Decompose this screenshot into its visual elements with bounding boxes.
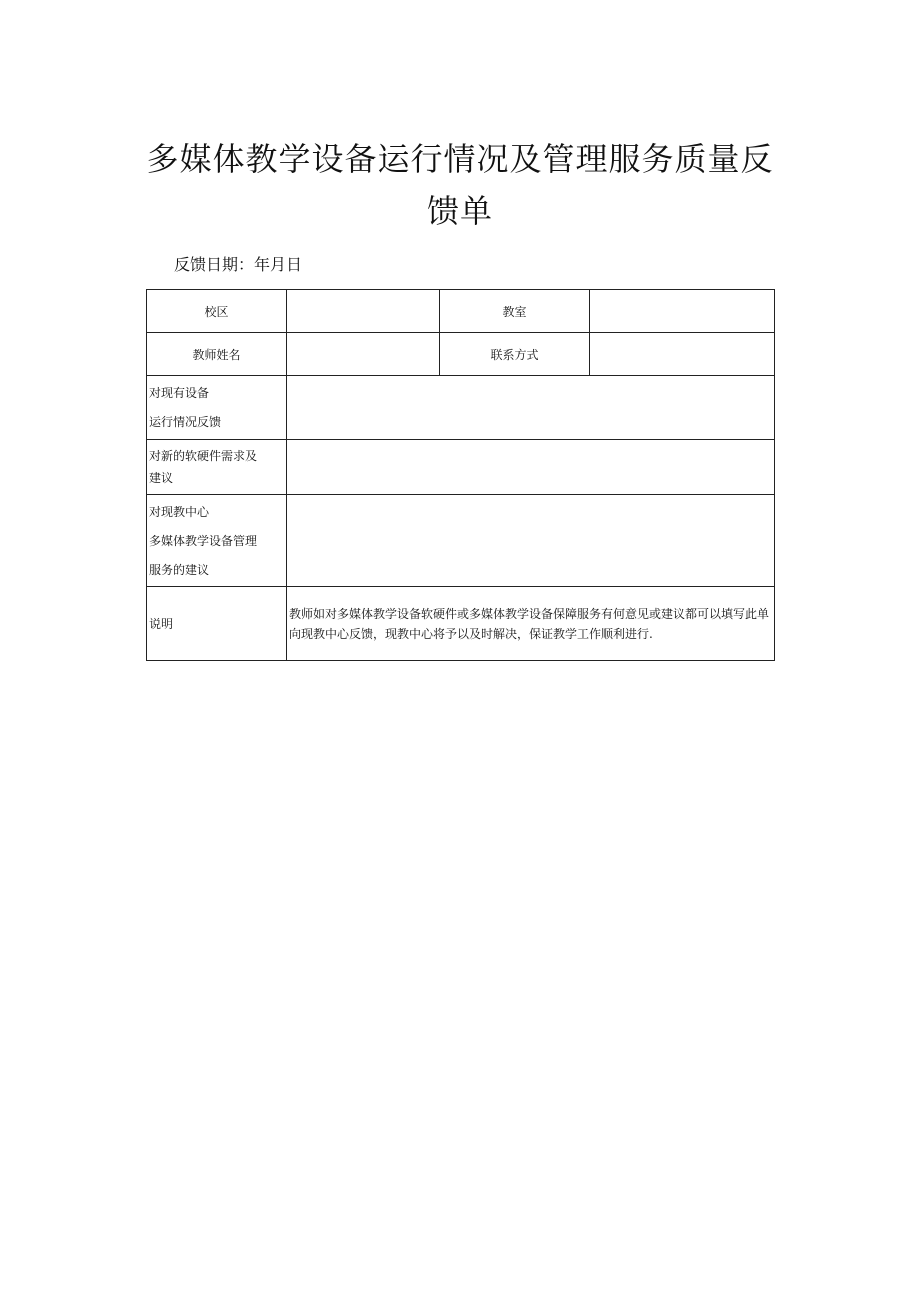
existing-equipment-label (147, 376, 287, 440)
classroom-field[interactable] (590, 290, 775, 333)
management-label-line: 对现教中心 (149, 504, 210, 519)
campus-label: 校区 (147, 290, 287, 333)
existing-equipment-label-line: 对现有设备 (149, 386, 210, 400)
contact-label: 联系方式 (440, 333, 590, 376)
existing-equipment-field[interactable] (287, 376, 775, 440)
new-needs-label (147, 440, 287, 495)
management-field[interactable] (287, 495, 775, 587)
classroom-label: 教室 (440, 290, 590, 333)
feedback-form-table (146, 289, 775, 661)
teacher-name-label: 教师姓名 (147, 333, 287, 376)
table-row-existing-equipment (147, 376, 775, 440)
management-label-line: 服务的建议 (149, 562, 210, 577)
contact-field[interactable] (590, 333, 775, 376)
teacher-name-field[interactable] (287, 333, 440, 376)
new-needs-field[interactable] (287, 440, 775, 495)
management-label (147, 495, 287, 587)
table-row-notes (147, 587, 775, 661)
page-title: 多媒体教学设备运行情况及管理服务质量反馈单 (146, 140, 774, 230)
table-row-teacher (147, 333, 775, 376)
management-label-line: 多媒体教学设备管理 (149, 533, 258, 548)
new-needs-label-line: 建议 (149, 471, 174, 485)
notes-text: 教师如对多媒体教学设备软硬件或多媒体教学设备保障服务有何意见或建议都可以填写此单向现教中心反馈，现教中心将予以及时解决，保证教学工作顺利进行. (287, 587, 775, 661)
existing-equipment-label-line: 运行情况反馈 (149, 415, 222, 429)
table-row-campus (147, 290, 775, 333)
campus-field[interactable] (287, 290, 440, 333)
feedback-date: 反馈日期：年月日 (174, 255, 303, 274)
table-row-management (147, 495, 775, 587)
notes-label: 说明 (147, 587, 287, 661)
table-row-new-needs (147, 440, 775, 495)
new-needs-label-line: 对新的软硬件需求及 (149, 449, 258, 463)
